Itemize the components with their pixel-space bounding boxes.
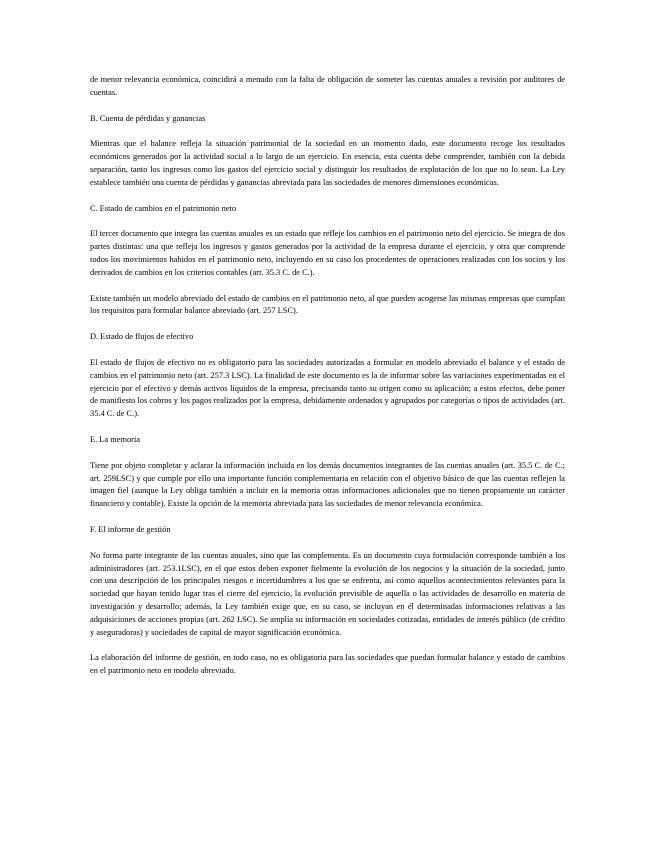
section-heading-estado-flujos-efectivo: D. Estado de flujos de efectivo [90,332,194,342]
section-heading-estado-cambios-patrimonio: C. Estado de cambios en el patrimonio neto [90,203,237,213]
section-paragraph: No forma parte integrante de las cuentas anuales, sino que las complementa. Es un documento cuya formulación corresponde también a los administradores (art. 253.1LSC), en el que estos deben exponer fielmente la evolución de los negocios y la situación de la sociedad, junto con una descripción de los principales riesgos e incertidumbres a los que se enfrenta, así como aquellos acontecimientos relevantes para la sociedad que hayan tenido lugar tras el cierre del ejercicio, la evolución previsible de aquella o las actividades de desarrollo en materia de investigación y desarrollo; además, la Ley también exige que, en su caso, se incluyan en él determinadas informaciones relativas a las adquisiciones de acciones propias (art. 262 LSC). Se amplía su información en sociedades cotizadas, entidades de interés público (de crédito y aseguradoras) y sociedades de capital de mayor significación económica. [90,550,565,637]
section-heading-informe-gestion: F. El informe de gestión [90,524,171,534]
section-paragraph: La elaboración del informe de gestión, en todo caso, no es obligatoria para las sociedades que puedan formular balance y estado de cambios en el patrimonio neto en modelo abreviado. [90,653,565,676]
opening-paragraph: de menor relevancia económica, coincidirá a menudo con la falta de obligación de someter las cuentas anuales a revisión por auditores de cuentas. [90,75,565,97]
section-paragraph: El estado de flujos de efectivo no es obligatorio para las sociedades autorizadas a formular en modelo abreviado el balance y el estado de cambios en el patrimonio neto (art. 257.3 LSC). La finalidad de este documento es la de informar sobre las variaciones experimentadas en el ejercicio por el efectivo y demás activos líquidos de la empresa, precisando tanto su origen como su aplicación; a estos efectos, debe poner de manifiesto los cobros y los pagos realizados por la empresa, debidamente ordenados y agrupados por categorías o tipos de actividades (art. 35.4 C. de C.). [90,357,565,419]
document-body [90,74,565,678]
section-paragraph: Tiene por objeto completar y aclarar la información incluida en los demás documentos integrantes de las cuentas anuales (art. 35.5 C. de C.; art. 259LSC) y que cumple por ello una importante función complementaria en relación con el objetivo básico de que las cuentas reflejen la imagen fiel (aunque la Ley obliga también a incluir en la memoria otras informaciones adicionales que no tienen propiamente un carácter financiero y contable). Existe la opción de la memoria abreviada para las sociedades de menor relevancia económica. [90,460,565,509]
section-heading-cuenta-perdidas-ganancias: B. Cuenta de pérdidas y ganancias [90,113,206,123]
section-heading-memoria: E. La memoria [90,434,140,444]
section-paragraph: Existe también un modelo abreviado del estado de cambios en el patrimonio neto, al que pueden acogerse las mismas empresas que cumplan los requisitos para formular balance abreviado (art. 257 LSC). [90,293,565,316]
section-paragraph: El tercer documento que integra las cuentas anuales es un estado que refleje los cambios en el patrimonio neto del ejercicio. Se integra de dos partes distintas: una que refleja los ingresos y gastos generados por la actividad de la empresa durante el ejercicio, y otra que comprende todos los movimientos habidos en el patrimonio neto, incluyendo en su caso los procedentes de operaciones realizadas con los socios y los derivados de cambios en los criterios contables (art. 35.3 C. de C.). [90,229,565,277]
section-paragraph: Mientras que el balance refleja la situación patrimonial de la sociedad en un momento dado, este documento recoge los resultados económicos generados por la actividad social a lo largo de un ejercicio. En esencia, esta cuenta debe comprender, también con la debida separación, tanto los ingresos como los gastos del ejercicio social y distinguir los resultados de explotación de los que no lo sean. La Ley establece también una cuenta de pérdidas y ganancias abreviada para las sociedades de menores dimensiones económicas. [90,139,565,187]
